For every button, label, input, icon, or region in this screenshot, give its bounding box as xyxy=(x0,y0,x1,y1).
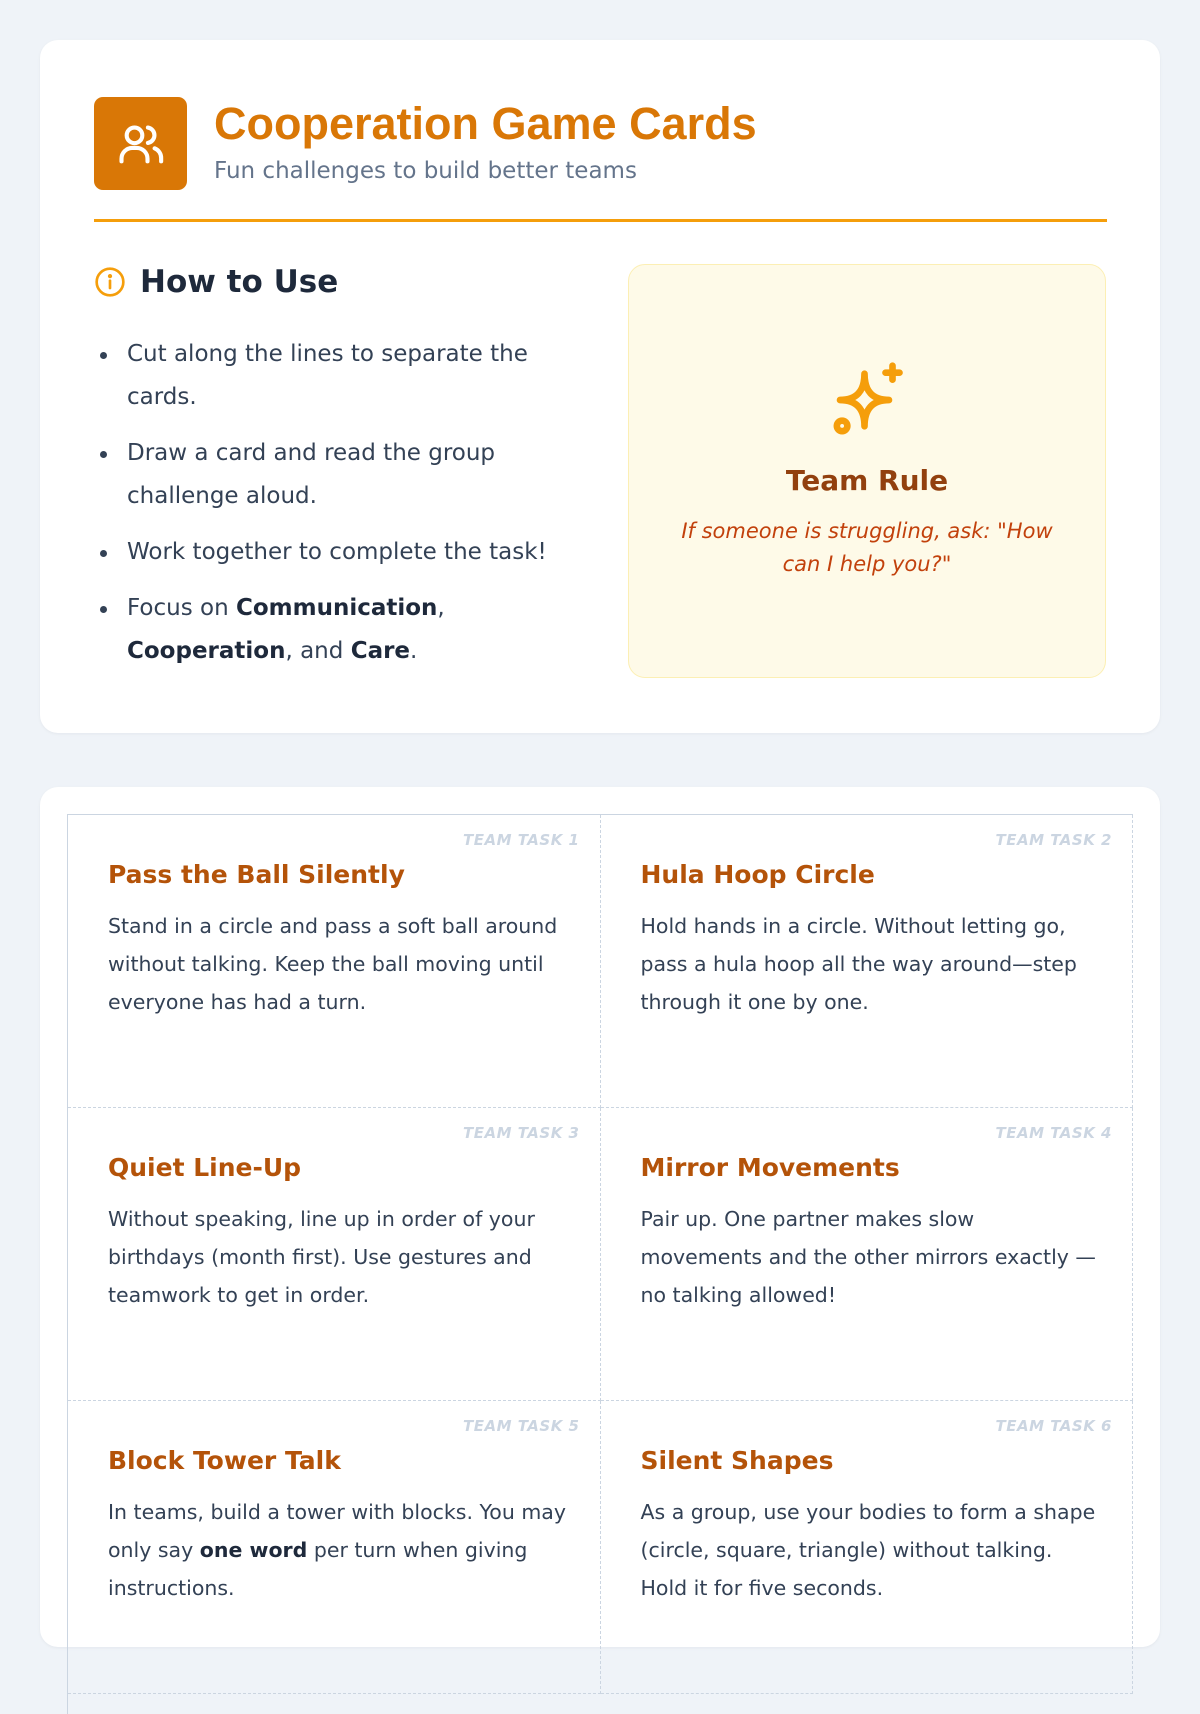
logo-badge xyxy=(94,97,187,190)
how-to-use-step: Cut along the lines to separate the cards. xyxy=(94,333,599,419)
card-description: Without speaking, line up in order of your birthdays (month first). Use gestures and teamwork to get in order. xyxy=(108,1207,535,1307)
game-card xyxy=(601,1401,1134,1694)
game-card xyxy=(68,815,601,1108)
game-card xyxy=(68,1401,601,1694)
how-to-use-step: Focus on Communication, Cooperation, and Care. xyxy=(94,587,599,673)
card-task-label: TEAM TASK 2 xyxy=(995,831,1112,849)
card-task-label: TEAM TASK 1 xyxy=(463,831,580,849)
team-rule-title: Team Rule xyxy=(785,464,949,497)
card-title: Quiet Line-Up xyxy=(108,1153,302,1182)
how-to-use-step: Work together to complete the task! xyxy=(94,531,599,574)
card-grid xyxy=(67,814,1133,1714)
card-title: Silent Shapes xyxy=(640,1446,834,1475)
page-title: Cooperation Game Cards xyxy=(214,98,757,149)
card-task-label: TEAM TASK 4 xyxy=(995,1124,1112,1142)
game-card xyxy=(68,1108,601,1401)
card-description: Hold hands in a circle. Without letting go, pass a hula hoop all the way around—step through it one by one. xyxy=(640,914,1077,1014)
card-description: In teams, build a tower with blocks. You may only say one word per turn when giving instructions. xyxy=(108,1500,566,1600)
card-description: As a group, use your bodies to form a shape (circle, square, triangle) without talking. Hold it for five seconds. xyxy=(640,1500,1096,1600)
how-to-use-header xyxy=(94,262,338,302)
info-icon xyxy=(94,266,126,298)
sparkles-icon xyxy=(826,358,910,442)
game-card xyxy=(601,1108,1134,1401)
cards-panel xyxy=(40,787,1160,1647)
team-rule-box xyxy=(628,264,1106,678)
card-title: Pass the Ball Silently xyxy=(108,860,405,889)
how-to-use-step: Draw a card and read the group challenge aloud. xyxy=(94,432,599,518)
card-task-label: TEAM TASK 6 xyxy=(995,1417,1112,1435)
page-subtitle: Fun challenges to build better teams xyxy=(214,158,637,184)
header-divider xyxy=(94,219,1107,222)
how-to-use-heading: How to Use xyxy=(140,264,339,300)
how-to-use-list xyxy=(94,333,599,686)
card-title: Block Tower Talk xyxy=(108,1446,341,1475)
game-card xyxy=(601,815,1134,1108)
intro-panel xyxy=(40,40,1160,733)
card-task-label: TEAM TASK 5 xyxy=(463,1417,580,1435)
card-title: Mirror Movements xyxy=(640,1153,900,1182)
team-rule-text: If someone is struggling, ask: "How can I help you?" xyxy=(681,519,1053,576)
users-icon xyxy=(115,118,167,170)
card-title: Hula Hoop Circle xyxy=(640,860,875,889)
card-description: Pair up. One partner makes slow movements and the other mirrors exactly —no talking allowed! xyxy=(640,1207,1096,1307)
card-task-label: TEAM TASK 3 xyxy=(463,1124,580,1142)
card-description: Stand in a circle and pass a soft ball around without talking. Keep the ball moving until everyone has had a turn. xyxy=(108,914,558,1014)
